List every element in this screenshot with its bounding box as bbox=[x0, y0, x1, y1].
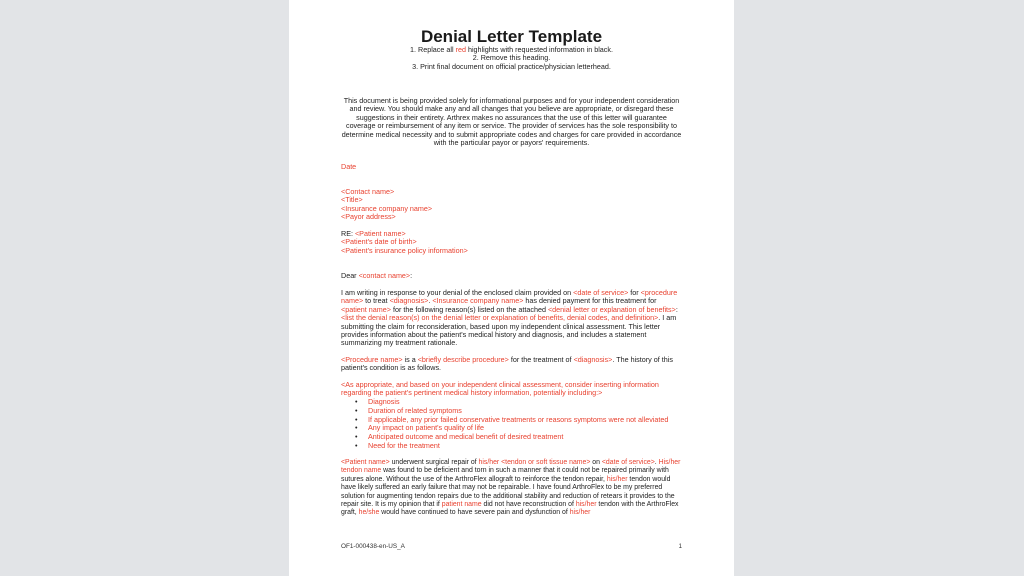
p2-text: is a bbox=[402, 355, 418, 364]
p1-procedure-name: <procedure name> bbox=[341, 288, 678, 306]
re-label: RE: bbox=[341, 229, 355, 238]
bullet-dot: • bbox=[355, 423, 358, 433]
date-placeholder: Date bbox=[341, 162, 357, 171]
p4-pronoun: his/her bbox=[478, 459, 500, 466]
p4-text: underwent surgical repair of bbox=[389, 459, 479, 466]
p1-text: for the following reason(s) listed on the attached bbox=[390, 304, 548, 314]
instruction-1-post: highlights with requested information in black. bbox=[465, 45, 613, 54]
page-number: 1 bbox=[678, 543, 682, 550]
list-item-text: Anticipated outcome and medical benefit of desired treatment bbox=[368, 432, 564, 442]
insurance-company: <Insurance company name> bbox=[341, 203, 433, 213]
p4-text: tendon would have likely suffered an early failure that may not be repairable. I have found ArthroFlex to be my preferred solution for augmenting tendon repairs due to the additional stability and reduction of retears it provides to the repair site. It is my opinion that if bbox=[341, 475, 675, 509]
contact-title: <Title> bbox=[341, 195, 363, 205]
instructions bbox=[289, 46, 734, 71]
instruction-2: 2. Remove this heading. bbox=[472, 53, 551, 63]
salutation bbox=[341, 272, 684, 280]
p2-procedure-name: <Procedure name> bbox=[341, 355, 403, 364]
p1-date-of-service: <date of service> bbox=[573, 288, 629, 297]
p1-text: : bbox=[675, 304, 678, 314]
instruction-1-red: red bbox=[455, 45, 466, 54]
p1-diagnosis: <diagnosis> bbox=[389, 296, 429, 306]
document-page bbox=[289, 0, 734, 576]
list-item bbox=[355, 442, 684, 451]
p4-pronoun: he/she bbox=[358, 509, 380, 517]
bullet-dot: • bbox=[355, 414, 358, 424]
p1-text: to treat bbox=[363, 296, 390, 306]
list-item-text: Duration of related symptoms bbox=[368, 405, 462, 415]
p4-text: did not have reconstruction of bbox=[481, 501, 576, 509]
p4-pronoun: his/her bbox=[569, 509, 591, 517]
p1-text: I am writing in response to your denial of the enclosed claim provided on bbox=[341, 288, 574, 297]
instruction-3: 3. Print final document on official practice/physician letterhead. bbox=[412, 61, 611, 71]
document-code: OF1-000438-en-US_A bbox=[341, 543, 405, 550]
p2-diagnosis: <diagnosis> bbox=[573, 355, 613, 364]
p1-denial-letter: <denial letter or explanation of benefits> bbox=[547, 304, 676, 314]
p4-tendon-name: <tendon or soft tissue name> bbox=[501, 459, 591, 466]
p4-date-of-service: <date of service> bbox=[601, 459, 655, 466]
p4-text: tendon with the ArthroFlex graft, bbox=[341, 501, 679, 517]
p2-text: . The history of this patient's condition is as follows. bbox=[341, 355, 673, 373]
p1-text: for bbox=[628, 288, 641, 297]
p1-text: . I am submitting the claim for reconsideration, based upon my independent clinical assessment. This letter provides information about the patient's medical history and diagnosis, and includes a statement summarizing my treatment rationale. bbox=[341, 313, 677, 348]
re-block bbox=[341, 230, 684, 255]
re-patient-name: <Patient name> bbox=[354, 229, 406, 238]
p1-insurance-company: <Insurance company name> bbox=[432, 296, 524, 306]
instruction-1-pre: 1. Replace all bbox=[410, 45, 456, 54]
p4-text: was found to be deficient and torn in such a manner that it could not be repaired primarily with sutures alone. Without the use of the ArthroFlex allograft to reinforce the tendon repair, bbox=[341, 467, 669, 483]
bullet-dot: • bbox=[355, 440, 358, 450]
history-bullet-list bbox=[355, 398, 684, 451]
salutation-pre: Dear bbox=[341, 271, 359, 280]
p2-text: for the treatment of bbox=[508, 355, 574, 364]
p4-text: . bbox=[654, 459, 659, 466]
address-block bbox=[341, 188, 684, 222]
list-item-text: Any impact on patient's quality of life bbox=[368, 423, 485, 433]
document-title: Denial Letter Template bbox=[420, 27, 603, 46]
salutation-post: : bbox=[410, 271, 413, 280]
p4-patient-name: patient name bbox=[441, 501, 482, 509]
p1-text: has denied payment for this treatment for bbox=[523, 296, 657, 306]
list-item-text: If applicable, any prior failed conservative treatments or reasons symptoms were not alleviated bbox=[368, 414, 669, 424]
p4-text: would have continued to have severe pain and dysfunction of bbox=[379, 509, 570, 517]
salutation-contact: <contact name> bbox=[358, 271, 411, 280]
p1-patient-name: <patient name> bbox=[341, 304, 391, 314]
bullet-dot: • bbox=[355, 432, 358, 442]
p4-pronoun: his/her bbox=[606, 475, 628, 483]
payor-address: <Payor address> bbox=[341, 212, 396, 222]
p1-text: . bbox=[428, 296, 433, 306]
p2-procedure-description: <briefly describe procedure> bbox=[417, 355, 509, 364]
p1-denial-reasons: <list the denial reason(s) on the denial letter or explanation of benefits, denial codes, and definition> bbox=[341, 313, 659, 323]
contact-name: <Contact name> bbox=[341, 187, 395, 196]
re-policy: <Patient's insurance policy information> bbox=[341, 245, 468, 255]
list-item-text: Need for the treatment bbox=[368, 440, 440, 450]
re-dob: <Patient's date of birth> bbox=[341, 237, 417, 247]
p4-text: on bbox=[590, 459, 602, 466]
paragraph-1 bbox=[341, 289, 684, 348]
disclaimer-paragraph: This document is being provided solely for informational purposes and for your independent consideration and review. You should make any and all changes that you believe are appropriate, or disregard these suggestions in their entirety. Arthrex makes no assurances that the use of this letter will guarantee coverage or reimbursement of any item or service. The provider of services has the sole responsibility to determine medical necessity and to submit appropriate codes and charges for care provided in accordance with the particular payor or payors' requirements. bbox=[341, 96, 682, 148]
bullet-dot: • bbox=[355, 405, 358, 415]
p4-tendon-name: His/her tendon name bbox=[341, 459, 681, 475]
paragraph-2 bbox=[341, 356, 684, 373]
paragraph-4 bbox=[341, 459, 684, 518]
bullet-dot: • bbox=[355, 397, 358, 406]
list-item-text: Diagnosis bbox=[368, 397, 400, 406]
p4-pronoun: his/her bbox=[575, 501, 597, 509]
paragraph-3: <As appropriate, and based on your independent clinical assessment, consider inserting information regarding the patient's pertinent medical history information, potentially including:> bbox=[341, 380, 659, 398]
p4-patient-name: <Patient name> bbox=[341, 459, 390, 466]
